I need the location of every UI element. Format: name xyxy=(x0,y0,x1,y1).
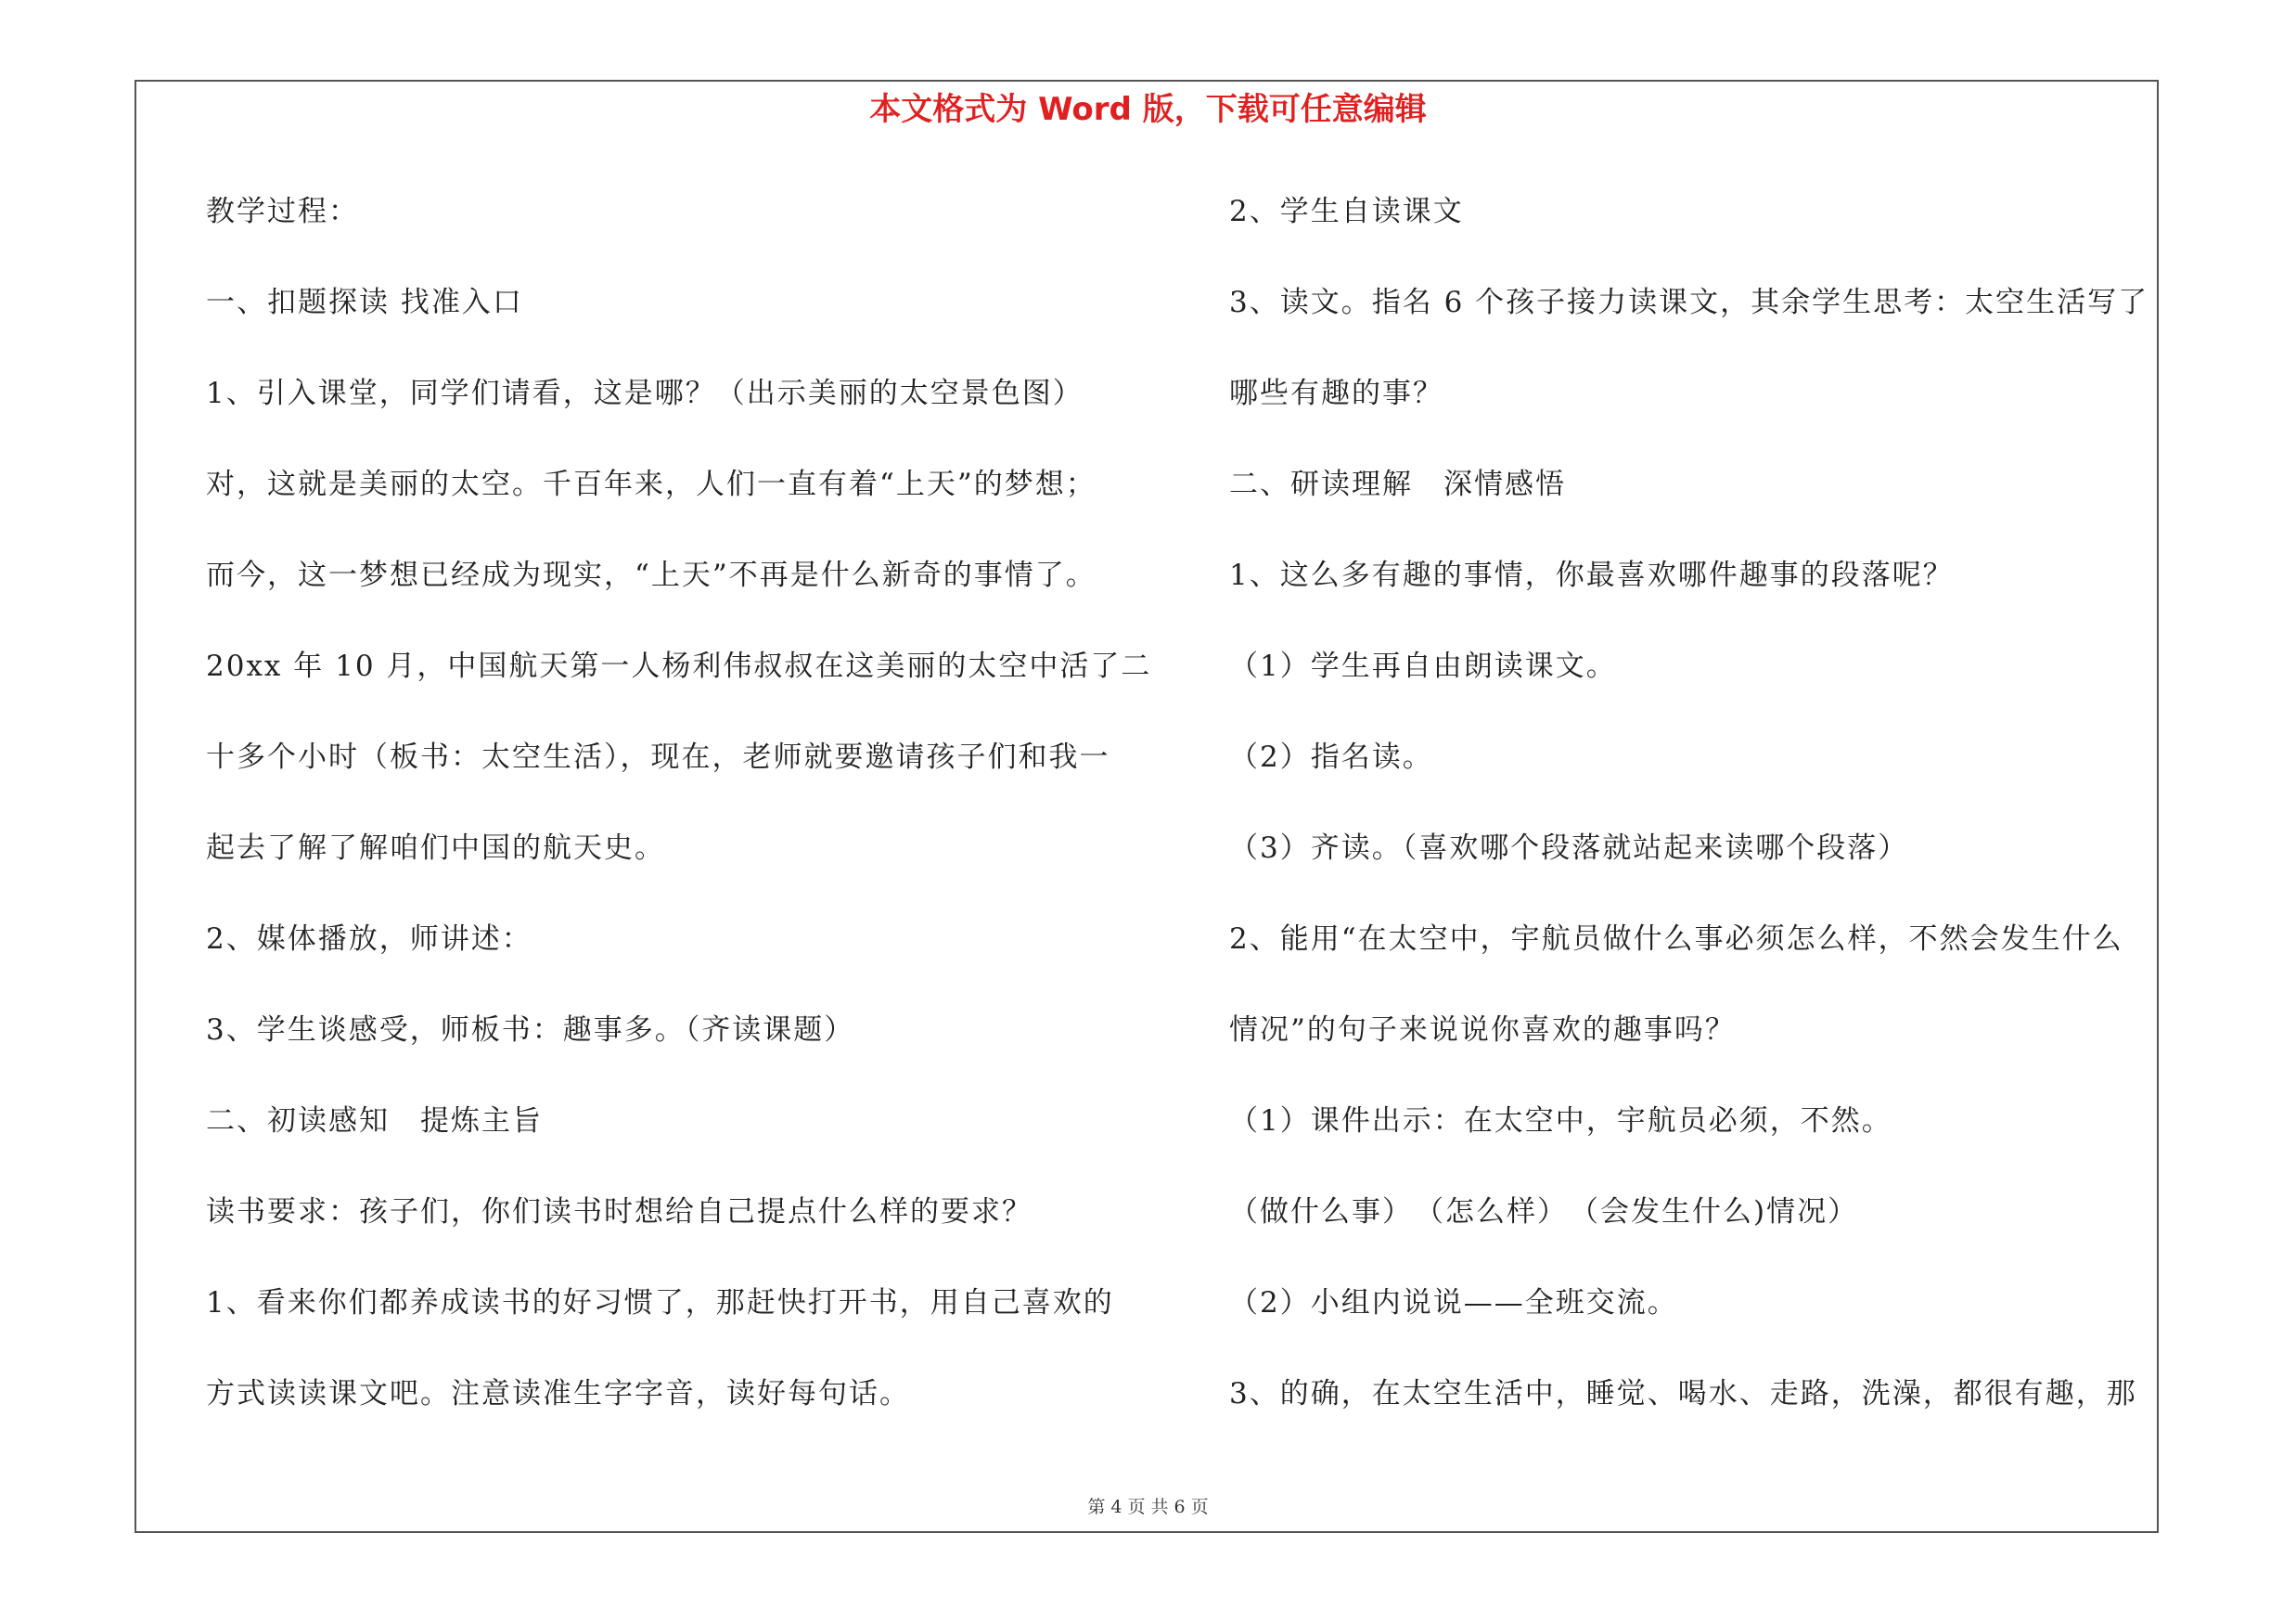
text-line: 方式读读课文吧。注意读准生字字音，读好每句话。 xyxy=(206,1377,910,1410)
text-line: 一、扣题探读 找准入口 xyxy=(206,286,523,319)
right-column xyxy=(1229,186,2148,1459)
text-line: 二、研读理解 深情感悟 xyxy=(1229,468,1566,501)
text-line: 哪些有趣的事？ xyxy=(1229,377,1443,410)
text-line: 起去了解了解咱们中国的航天史。 xyxy=(206,831,665,865)
text-line: 读书要求：孩子们，你们读书时想给自己提点什么样的要求？ xyxy=(206,1195,1033,1229)
text-line: 教学过程： xyxy=(206,195,359,228)
text-line: （2）小组内说说——全班交流。 xyxy=(1229,1286,1678,1320)
text-line: （做什么事） （怎么样） （会发生什么)情况） xyxy=(1229,1195,1859,1229)
text-line: 3、学生谈感受，师板书：趣事多。（齐读课题） xyxy=(206,1013,855,1047)
text-line: 十多个小时（板书：太空生活），现在，老师就要邀请孩子们和我一 xyxy=(206,741,1110,774)
text-line: 对，这就是美丽的太空。千百年来，人们一直有着“上天”的梦想； xyxy=(206,468,1097,501)
text-line: 二、初读感知 提炼主旨 xyxy=(206,1104,543,1138)
text-line: 2、能用“在太空中，宇航员做什么事必须怎么样，不然会发生什么 xyxy=(1229,922,2123,956)
text-line: 情况”的句子来说说你喜欢的趣事吗？ xyxy=(1229,1013,1736,1047)
text-line: （1）课件出示：在太空中，宇航员必须，不然。 xyxy=(1229,1104,1892,1138)
text-line: （3）齐读。（喜欢哪个段落就站起来读哪个段落） xyxy=(1229,831,1909,865)
text-line: 2、学生自读课文 xyxy=(1229,195,1464,228)
text-line: 1、这么多有趣的事情，你最喜欢哪件趣事的段落呢？ xyxy=(1229,559,1954,592)
text-line: 1、引入课堂，同学们请看，这是哪？（出示美丽的太空景色图） xyxy=(206,377,1084,410)
text-line: （2）指名读。 xyxy=(1229,741,1433,774)
left-column xyxy=(206,186,1171,1459)
format-banner: 本文格式为 Word 版，下载可任意编辑 xyxy=(869,91,1427,128)
text-line: 20xx 年 10 月，中国航天第一人杨利伟叔叔在这美丽的太空中活了二 xyxy=(206,650,1152,683)
text-line: （1）学生再自由朗读课文。 xyxy=(1229,650,1617,683)
text-line: 2、媒体播放，师讲述： xyxy=(206,922,532,956)
text-line: 1、看来你们都养成读书的好习惯了，那赶快打开书，用自己喜欢的 xyxy=(206,1286,1114,1320)
page-number-footer: 第 4 页 共 6 页 xyxy=(1087,1497,1209,1517)
text-line: 3、读文。指名 6 个孩子接力读课文，其余学生思考：太空生活写了 xyxy=(1229,286,2149,319)
text-line: 3、的确，在太空生活中，睡觉、喝水、走路，洗澡，都很有趣，那 xyxy=(1229,1377,2137,1410)
text-line: 而今，这一梦想已经成为现实，“上天”不再是什么新奇的事情了。 xyxy=(206,559,1097,592)
